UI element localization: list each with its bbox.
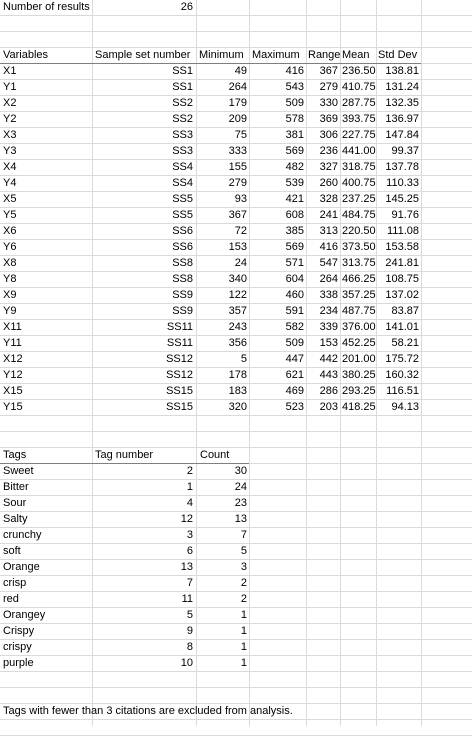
stats-minimum-cell[interactable]: 179	[228, 97, 247, 109]
stats-minimum-cell[interactable]: 243	[228, 321, 247, 333]
tag-count-cell[interactable]: 3	[240, 561, 247, 573]
stats-mean-cell[interactable]: 441.00	[342, 145, 376, 157]
stats-maximum-cell[interactable]: 571	[285, 257, 304, 269]
stats-minimum-cell[interactable]: 72	[234, 225, 247, 237]
stats-minimum-cell[interactable]: 153	[228, 241, 247, 253]
stats-maximum-cell[interactable]: 591	[285, 305, 304, 317]
header-maximum[interactable]: Maximum	[252, 49, 300, 61]
tag-name-cell[interactable]: Salty	[3, 513, 28, 525]
stats-maximum-cell[interactable]: 460	[285, 289, 304, 301]
stats-stddev-cell[interactable]: 241.81	[385, 257, 419, 269]
stats-mean-cell[interactable]: 236.50	[342, 65, 376, 77]
tag-number-cell[interactable]: 11	[181, 593, 193, 605]
stats-stddev-cell[interactable]: 138.81	[385, 65, 419, 77]
stats-maximum-cell[interactable]: 381	[285, 129, 304, 141]
stats-minimum-cell[interactable]: 122	[228, 289, 247, 301]
stats-maximum-cell[interactable]: 523	[285, 401, 304, 413]
stats-variable-cell[interactable]: Y8	[3, 273, 17, 285]
stats-mean-cell[interactable]: 400.75	[342, 177, 376, 189]
stats-maximum-cell[interactable]: 582	[285, 321, 304, 333]
stats-mean-cell[interactable]: 466.25	[342, 273, 376, 285]
stats-stddev-cell[interactable]: 160.32	[385, 369, 419, 381]
stats-sample-set-cell[interactable]: SS8	[172, 273, 193, 285]
tag-count-cell[interactable]: 24	[234, 481, 247, 493]
tag-name-cell[interactable]: Orange	[3, 561, 40, 573]
tag-name-cell[interactable]: crisp	[3, 577, 27, 589]
grid-row	[0, 672, 472, 688]
stats-sample-set-cell[interactable]: SS11	[166, 321, 193, 333]
stats-stddev-cell[interactable]: 110.33	[386, 177, 419, 189]
stats-maximum-cell[interactable]: 416	[285, 65, 304, 77]
stats-mean-cell[interactable]: 410.75	[342, 81, 376, 93]
stats-stddev-cell[interactable]: 136.97	[385, 113, 419, 125]
tag-number-cell[interactable]: 7	[186, 577, 193, 589]
stats-minimum-cell[interactable]: 209	[228, 113, 247, 125]
tag-count-cell[interactable]: 7	[240, 529, 247, 541]
stats-variable-cell[interactable]: Y2	[3, 113, 17, 125]
stats-range-cell[interactable]: 339	[319, 321, 338, 333]
stats-maximum-cell[interactable]: 509	[285, 97, 304, 109]
stats-minimum-cell[interactable]: 320	[228, 401, 247, 413]
footnote-cell[interactable]: Tags with fewer than 3 citations are excluded from analysis.	[3, 705, 293, 717]
stats-sample-set-cell[interactable]: SS8	[172, 257, 193, 269]
stats-maximum-cell[interactable]: 569	[285, 241, 304, 253]
stats-sample-set-cell[interactable]: SS3	[172, 145, 193, 157]
stats-sample-set-cell[interactable]: SS11	[166, 337, 193, 349]
stats-sample-set-cell[interactable]: SS15	[166, 385, 193, 397]
stats-range-cell[interactable]: 236	[319, 145, 338, 157]
stats-variable-cell[interactable]: Y12	[3, 369, 23, 381]
tag-number-cell[interactable]: 6	[186, 545, 193, 557]
stats-variable-cell[interactable]: Y5	[3, 209, 17, 221]
header-count[interactable]: Count	[200, 449, 230, 461]
stats-variable-cell[interactable]: X8	[3, 257, 17, 269]
stats-stddev-cell[interactable]: 137.02	[385, 289, 419, 301]
stats-minimum-cell[interactable]: 93	[234, 193, 247, 205]
tag-count-cell[interactable]: 2	[240, 593, 247, 605]
header-minimum[interactable]: Minimum	[199, 49, 244, 61]
grid-row	[0, 688, 472, 704]
stats-sample-set-cell[interactable]: SS6	[172, 225, 193, 237]
tag-count-cell[interactable]: 1	[240, 609, 247, 621]
stats-range-cell[interactable]: 442	[319, 353, 338, 365]
stats-minimum-cell[interactable]: 264	[228, 81, 247, 93]
stats-variable-cell[interactable]: Y3	[3, 145, 17, 157]
stats-variable-cell[interactable]: X1	[3, 65, 17, 77]
stats-stddev-cell[interactable]: 99.37	[391, 145, 419, 157]
stats-variable-cell[interactable]: Y4	[3, 177, 17, 189]
stats-sample-set-cell[interactable]: SS2	[172, 113, 193, 125]
header-range[interactable]: Range	[308, 49, 341, 61]
stats-range-cell[interactable]: 338	[319, 289, 338, 301]
tag-name-cell[interactable]: Crispy	[3, 625, 35, 637]
stats-maximum-cell[interactable]: 569	[285, 145, 304, 157]
stats-variable-cell[interactable]: X9	[3, 289, 17, 301]
header-stddev[interactable]: Std Dev	[378, 49, 418, 61]
stats-stddev-cell[interactable]: 58.21	[391, 337, 419, 349]
stats-sample-set-cell[interactable]: SS9	[172, 289, 193, 301]
grid-row	[0, 16, 472, 32]
stats-mean-cell[interactable]: 357.25	[342, 289, 376, 301]
stats-stddev-cell[interactable]: 141.01	[385, 321, 419, 333]
stats-minimum-cell[interactable]: 356	[228, 337, 247, 349]
stats-variable-cell[interactable]: X2	[3, 97, 17, 109]
stats-range-cell[interactable]: 260	[319, 177, 338, 189]
grid-row	[0, 720, 472, 736]
stats-variable-cell[interactable]: X11	[3, 321, 22, 333]
tag-count-cell[interactable]: 23	[234, 497, 247, 509]
tag-number-cell[interactable]: 13	[180, 561, 193, 573]
stats-stddev-cell[interactable]: 131.24	[385, 81, 419, 93]
stats-mean-cell[interactable]: 237.25	[342, 193, 376, 205]
stats-sample-set-cell[interactable]: SS9	[172, 305, 193, 317]
stats-mean-cell[interactable]: 373.50	[342, 241, 376, 253]
tag-number-cell[interactable]: 10	[180, 657, 193, 669]
tag-count-cell[interactable]: 2	[240, 577, 247, 589]
stats-minimum-cell[interactable]: 5	[240, 353, 247, 365]
stats-mean-cell[interactable]: 487.75	[342, 305, 376, 317]
stats-range-cell[interactable]: 313	[319, 225, 338, 237]
tag-count-cell[interactable]: 1	[240, 641, 247, 653]
stats-mean-cell[interactable]: 287.75	[342, 97, 376, 109]
stats-sample-set-cell[interactable]: SS12	[166, 369, 193, 381]
tag-count-cell[interactable]: 5	[240, 545, 247, 557]
stats-mean-cell[interactable]: 418.25	[342, 401, 376, 413]
tag-count-cell[interactable]: 1	[240, 657, 247, 669]
tag-count-cell[interactable]: 30	[234, 465, 247, 477]
stats-variable-cell[interactable]: X6	[3, 225, 17, 237]
stats-sample-set-cell[interactable]: SS4	[172, 161, 193, 173]
stats-minimum-cell[interactable]: 49	[234, 65, 247, 77]
header-tags[interactable]: Tags	[3, 449, 27, 461]
stats-mean-cell[interactable]: 318.75	[342, 161, 376, 173]
header-mean[interactable]: Mean	[342, 49, 370, 61]
stats-variable-cell[interactable]: X15	[3, 385, 23, 397]
tag-name-cell[interactable]: crispy	[3, 641, 32, 653]
stats-stddev-cell[interactable]: 91.76	[391, 209, 419, 221]
stats-maximum-cell[interactable]: 447	[285, 353, 304, 365]
stats-sample-set-cell[interactable]: SS1	[172, 65, 193, 77]
tag-count-cell[interactable]: 13	[234, 513, 247, 525]
stats-variable-cell[interactable]: Y1	[3, 81, 17, 93]
stats-range-cell[interactable]: 547	[319, 257, 338, 269]
stats-maximum-cell[interactable]: 482	[285, 161, 304, 173]
stats-range-cell[interactable]: 279	[319, 81, 338, 93]
tag-number-cell[interactable]: 3	[186, 529, 193, 541]
stats-maximum-cell[interactable]: 604	[285, 273, 304, 285]
stats-mean-cell[interactable]: 452.25	[342, 337, 376, 349]
stats-range-cell[interactable]: 328	[319, 193, 338, 205]
tag-name-cell[interactable]: Orangey	[3, 609, 46, 621]
stats-stddev-cell[interactable]: 145.25	[385, 193, 419, 205]
stats-range-cell[interactable]: 234	[319, 305, 338, 317]
stats-minimum-cell[interactable]: 24	[234, 257, 247, 269]
tag-number-cell[interactable]: 9	[186, 625, 193, 637]
stats-variable-cell[interactable]: Y11	[3, 337, 22, 349]
stats-mean-cell[interactable]: 376.00	[342, 321, 376, 333]
stats-range-cell[interactable]: 443	[319, 369, 338, 381]
stats-minimum-cell[interactable]: 340	[228, 273, 247, 285]
stats-mean-cell[interactable]: 313.75	[342, 257, 376, 269]
stats-maximum-cell[interactable]: 608	[285, 209, 304, 221]
stats-minimum-cell[interactable]: 183	[228, 385, 247, 397]
stats-stddev-cell[interactable]: 132.35	[385, 97, 419, 109]
stats-stddev-cell[interactable]: 83.87	[391, 305, 419, 317]
stats-mean-cell[interactable]: 227.75	[342, 129, 376, 141]
tag-number-cell[interactable]: 8	[186, 641, 193, 653]
tag-name-cell[interactable]: crunchy	[3, 529, 42, 541]
stats-sample-set-cell[interactable]: SS4	[172, 177, 193, 189]
stats-stddev-cell[interactable]: 108.75	[385, 273, 419, 285]
stats-range-cell[interactable]: 153	[319, 337, 338, 349]
stats-maximum-cell[interactable]: 539	[285, 177, 304, 189]
stats-minimum-cell[interactable]: 367	[228, 209, 247, 221]
stats-stddev-cell[interactable]: 147.84	[385, 129, 419, 141]
stats-range-cell[interactable]: 264	[319, 273, 338, 285]
stats-stddev-cell[interactable]: 111.08	[386, 225, 419, 237]
stats-variable-cell[interactable]: X3	[3, 129, 17, 141]
stats-sample-set-cell[interactable]: SS15	[166, 401, 193, 413]
stats-stddev-cell[interactable]: 175.72	[385, 353, 419, 365]
stats-variable-cell[interactable]: Y6	[3, 241, 17, 253]
stats-minimum-cell[interactable]: 75	[234, 129, 247, 141]
stats-range-cell[interactable]: 416	[319, 241, 338, 253]
stats-range-cell[interactable]: 330	[319, 97, 338, 109]
stats-sample-set-cell[interactable]: SS5	[172, 193, 193, 205]
header-variables[interactable]: Variables	[3, 49, 49, 61]
stats-mean-cell[interactable]: 484.75	[342, 209, 376, 221]
stats-range-cell[interactable]: 286	[319, 385, 338, 397]
grid-row	[0, 32, 472, 48]
grid-row	[0, 432, 472, 448]
summary-value-cell[interactable]: 26	[180, 1, 193, 13]
tag-name-cell[interactable]: Sweet	[3, 465, 34, 477]
tag-number-cell[interactable]: 1	[186, 481, 193, 493]
stats-range-cell[interactable]: 306	[319, 129, 338, 141]
stats-maximum-cell[interactable]: 469	[285, 385, 304, 397]
stats-variable-cell[interactable]: X12	[3, 353, 23, 365]
stats-minimum-cell[interactable]: 155	[228, 161, 247, 173]
stats-minimum-cell[interactable]: 279	[228, 177, 247, 189]
tag-name-cell[interactable]: red	[3, 593, 19, 605]
stats-variable-cell[interactable]: X5	[3, 193, 17, 205]
grid-row	[0, 416, 472, 432]
stats-maximum-cell[interactable]: 578	[285, 113, 304, 125]
tag-number-cell[interactable]: 4	[186, 497, 193, 509]
stats-sample-set-cell[interactable]: SS12	[166, 353, 193, 365]
stats-maximum-cell[interactable]: 421	[285, 193, 304, 205]
tag-name-cell[interactable]: Sour	[3, 497, 27, 509]
stats-mean-cell[interactable]: 380.25	[342, 369, 376, 381]
stats-minimum-cell[interactable]: 333	[228, 145, 247, 157]
stats-maximum-cell[interactable]: 385	[285, 225, 304, 237]
stats-sample-set-cell[interactable]: SS6	[172, 241, 193, 253]
stats-variable-cell[interactable]: Y15	[3, 401, 23, 413]
header-tag-number[interactable]: Tag number	[95, 449, 154, 461]
stats-maximum-cell[interactable]: 509	[285, 337, 304, 349]
stats-sample-set-cell[interactable]: SS5	[172, 209, 193, 221]
stats-maximum-cell[interactable]: 543	[285, 81, 304, 93]
stats-minimum-cell[interactable]: 178	[228, 369, 247, 381]
stats-minimum-cell[interactable]: 357	[228, 305, 247, 317]
tag-name-cell[interactable]: soft	[3, 545, 21, 557]
stats-sample-set-cell[interactable]: SS1	[172, 81, 193, 93]
stats-stddev-cell[interactable]: 116.51	[386, 385, 419, 397]
stats-variable-cell[interactable]: Y9	[3, 305, 17, 317]
stats-variable-cell[interactable]: X4	[3, 161, 17, 173]
stats-mean-cell[interactable]: 293.25	[342, 385, 376, 397]
stats-mean-cell[interactable]: 393.75	[342, 113, 376, 125]
tag-count-cell[interactable]: 1	[240, 625, 247, 637]
tag-number-cell[interactable]: 2	[186, 465, 193, 477]
stats-sample-set-cell[interactable]: SS3	[172, 129, 193, 141]
stats-range-cell[interactable]: 241	[319, 209, 338, 221]
stats-sample-set-cell[interactable]: SS2	[172, 97, 193, 109]
stats-mean-cell[interactable]: 220.50	[342, 225, 376, 237]
tag-number-cell[interactable]: 5	[186, 609, 193, 621]
stats-stddev-cell[interactable]: 153.58	[385, 241, 419, 253]
tag-name-cell[interactable]: purple	[3, 657, 34, 669]
stats-stddev-cell[interactable]: 94.13	[391, 401, 419, 413]
stats-range-cell[interactable]: 367	[319, 65, 338, 77]
tag-name-cell[interactable]: Bitter	[3, 481, 29, 493]
header-sample-set[interactable]: Sample set number	[95, 49, 191, 61]
summary-label-cell[interactable]: Number of results	[3, 1, 90, 13]
stats-maximum-cell[interactable]: 621	[285, 369, 304, 381]
stats-range-cell[interactable]: 327	[319, 161, 338, 173]
stats-range-cell[interactable]: 203	[319, 401, 338, 413]
stats-mean-cell[interactable]: 201.00	[342, 353, 376, 365]
stats-range-cell[interactable]: 369	[319, 113, 338, 125]
stats-stddev-cell[interactable]: 137.78	[385, 161, 419, 173]
tag-number-cell[interactable]: 12	[180, 513, 193, 525]
